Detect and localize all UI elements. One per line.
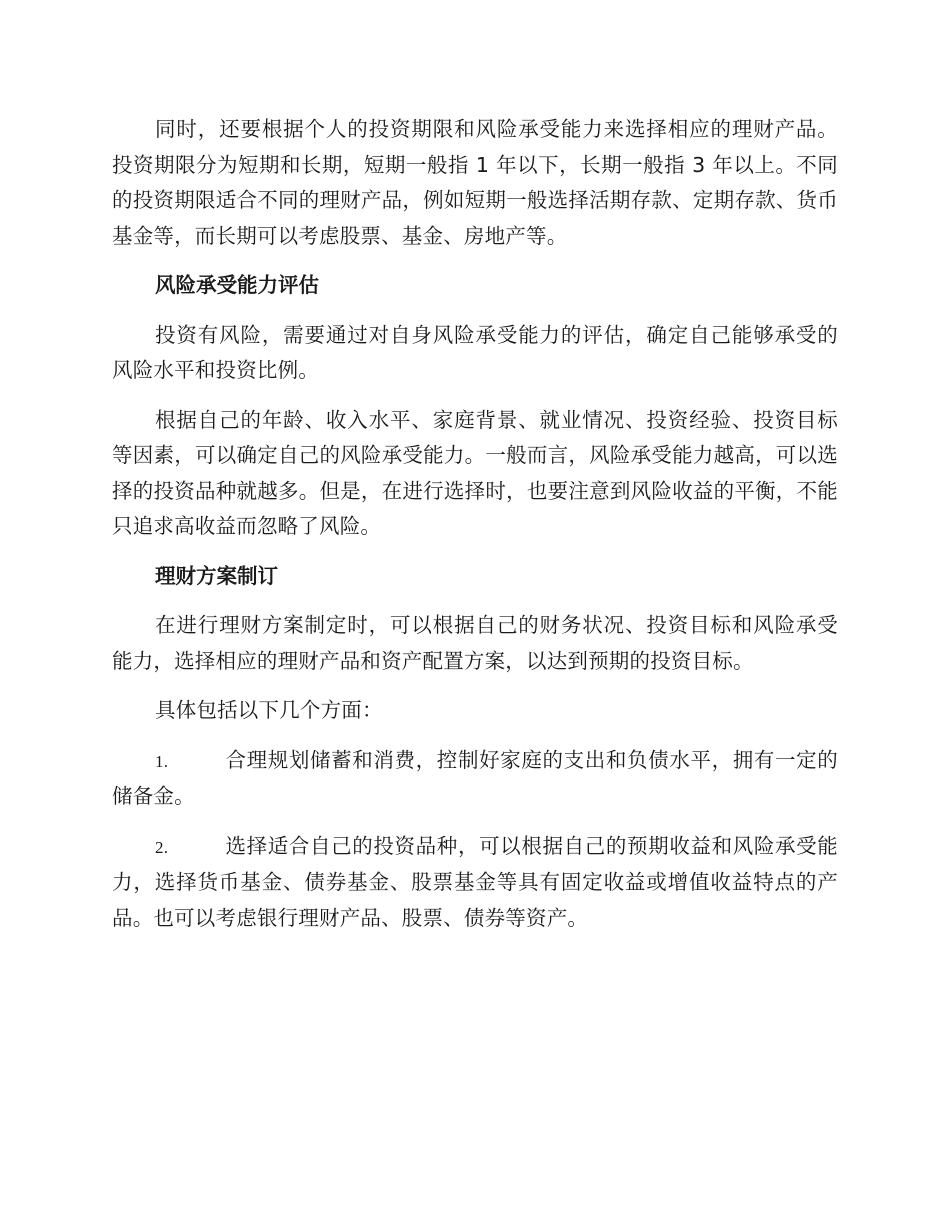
heading-risk-assessment: 风险承受能力评估 xyxy=(155,273,319,297)
paragraph-aspects-intro: 具体包括以下几个方面： xyxy=(155,698,383,722)
paragraph-investment-period: 同时，还要根据个人的投资期限和风险承受能力来选择相应的理财产品。投资期限分为短期和长期，短期一般指 1 年以下，长期一般指 3 年以上。不同的投资期限适合不同的理财产品，例如短期一般选择活期存款、定期存款、货币基金等，而长期可以考虑股票、基金、房地产等。 xyxy=(112,117,838,248)
paragraph-risk-factors: 根据自己的年龄、收入水平、家庭背景、就业情况、投资经验、投资目标等因素，可以确定自己的风险承受能力。一般而言，风险承受能力越高，可以选择的投资品种就越多。但是，在进行选择时，也要注意到风险收益的平衡，不能只追求高收益而忽略了风险。 xyxy=(112,407,838,538)
heading-plan-making: 理财方案制订 xyxy=(155,563,278,588)
list-item xyxy=(112,743,838,815)
document-page xyxy=(112,112,838,950)
list-item-number: 2. xyxy=(155,837,169,857)
paragraph-risk-intro: 投资有风险，需要通过对自身风险承受能力的评估，确定自己能够承受的风险水平和投资比例。 xyxy=(112,322,838,382)
paragraph-plan-intro: 在进行理财方案制定时，可以根据自己的财务状况、投资目标和风险承受能力，选择相应的理财产品和资产配置方案，以达到预期的投资目标。 xyxy=(112,613,838,673)
list-item-text: 选择适合自己的投资品种，可以根据自己的预期收益和风险承受能力，选择货币基金、债券基金、股票基金等具有固定收益或增值收益特点的产品。也可以考虑银行理财产品、股票、债券等资产。 xyxy=(112,833,838,930)
list-item xyxy=(112,829,838,937)
list-item-number: 1. xyxy=(155,751,169,771)
list-item-text: 合理规划储蓄和消费，控制好家庭的支出和负债水平，拥有一定的储备金。 xyxy=(112,747,838,808)
